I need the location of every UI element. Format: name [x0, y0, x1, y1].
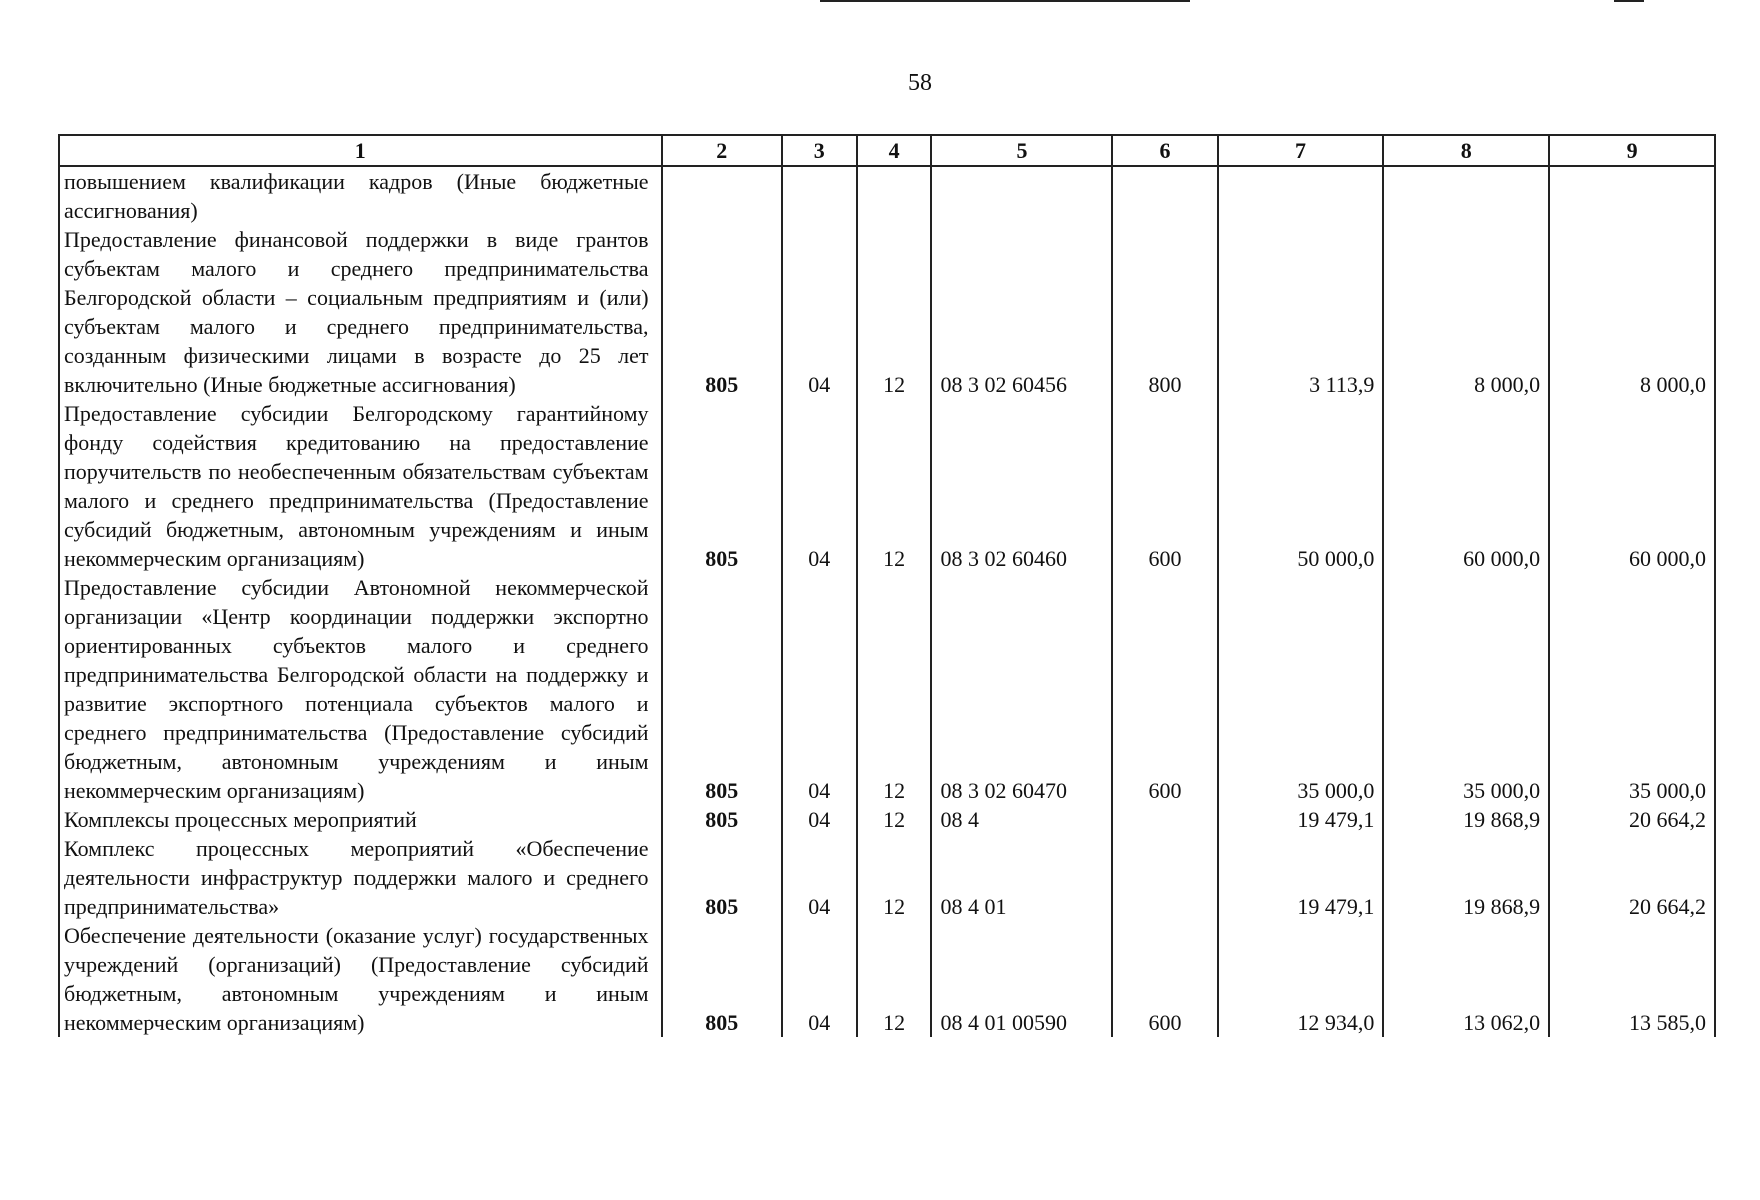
cell-ministry-code: 805: [662, 805, 782, 834]
cell-target-article: 08 4 01 00590: [931, 921, 1112, 1037]
cell-expense-type: [1112, 834, 1217, 921]
cell-expense-type: 800: [1112, 225, 1217, 399]
cell-ministry-code: 805: [662, 921, 782, 1037]
cell-amount-col9: 35 000,0: [1549, 573, 1715, 805]
cell-amount-col7: 12 934,0: [1218, 921, 1384, 1037]
row-description: Обеспечение деятельности (оказание услуг) государственных учреждений (организаций) (Предоставление субсидий бюджетным, автономным учреждениям и иным некоммерческим организациям): [59, 921, 662, 1037]
cell-section: 04: [782, 573, 857, 805]
table-row: [59, 921, 1715, 1037]
cell-subsection: 12: [857, 573, 932, 805]
cell-expense-type: [1112, 805, 1217, 834]
cell-expense-type: 600: [1112, 921, 1217, 1037]
header-col-5: 5: [931, 135, 1112, 166]
cell-subsection: 12: [857, 805, 932, 834]
table-row: [59, 805, 1715, 834]
budget-table: [58, 134, 1716, 1037]
header-col-9: 9: [1549, 135, 1715, 166]
cell-section: 04: [782, 834, 857, 921]
cell-expense-type: [1112, 166, 1217, 225]
cell-amount-col7: 19 479,1: [1218, 805, 1384, 834]
cell-section: 04: [782, 225, 857, 399]
header-col-4: 4: [857, 135, 932, 166]
row-description: Комплекс процессных мероприятий «Обеспечение деятельности инфраструктур поддержки малого и среднего предпринимательства»: [59, 834, 662, 921]
cell-subsection: 12: [857, 399, 932, 573]
table-row: [59, 834, 1715, 921]
cell-subsection: 12: [857, 921, 932, 1037]
cell-amount-col9: 20 664,2: [1549, 834, 1715, 921]
cell-amount-col7: 50 000,0: [1218, 399, 1384, 573]
header-col-7: 7: [1218, 135, 1384, 166]
cell-target-article: 08 3 02 60456: [931, 225, 1112, 399]
cell-amount-col8: 35 000,0: [1383, 573, 1549, 805]
row-description: Комплексы процессных мероприятий: [59, 805, 662, 834]
header-col-3: 3: [782, 135, 857, 166]
top-rule: [820, 0, 1190, 2]
cell-amount-col8: [1383, 166, 1549, 225]
cell-amount-col8: 19 868,9: [1383, 805, 1549, 834]
cell-amount-col7: 35 000,0: [1218, 573, 1384, 805]
cell-subsection: [857, 166, 932, 225]
row-description: Предоставление финансовой поддержки в виде грантов субъектам малого и среднего предпринимательства Белгородской области – социальным предприятиям и (или) субъектам малого и среднего предпринимательства, созданным физическими лицами в возрасте до 25 лет включительно (Иные бюджетные ассигнования): [59, 225, 662, 399]
header-col-2: 2: [662, 135, 782, 166]
cell-target-article: 08 4: [931, 805, 1112, 834]
cell-target-article: 08 3 02 60470: [931, 573, 1112, 805]
cell-subsection: 12: [857, 834, 932, 921]
cell-amount-col9: 60 000,0: [1549, 399, 1715, 573]
cell-amount-col8: 60 000,0: [1383, 399, 1549, 573]
cell-amount-col7: 19 479,1: [1218, 834, 1384, 921]
cell-section: [782, 166, 857, 225]
cell-subsection: 12: [857, 225, 932, 399]
cell-ministry-code: 805: [662, 573, 782, 805]
cell-amount-col7: 3 113,9: [1218, 225, 1384, 399]
row-description: Предоставление субсидии Белгородскому гарантийному фонду содействия кредитованию на предоставление поручительств по необеспеченным обязательствам субъектам малого и среднего предпринимательства (Предоставление субсидий бюджетным, автономным учреждениям и иным некоммерческим организациям): [59, 399, 662, 573]
cell-target-article: [931, 166, 1112, 225]
cell-ministry-code: 805: [662, 834, 782, 921]
cell-amount-col9: 8 000,0: [1549, 225, 1715, 399]
cell-amount-col8: 19 868,9: [1383, 834, 1549, 921]
cell-ministry-code: 805: [662, 399, 782, 573]
cell-amount-col9: 13 585,0: [1549, 921, 1715, 1037]
cell-target-article: 08 4 01: [931, 834, 1112, 921]
cell-amount-col8: 8 000,0: [1383, 225, 1549, 399]
row-description: повышением квалификации кадров (Иные бюджетные ассигнования): [59, 166, 662, 225]
table-row: [59, 399, 1715, 573]
row-description: Предоставление субсидии Автономной некоммерческой организации «Центр координации поддержки экспортно ориентированных субъектов малого и среднего предпринимательства Белгородской области на поддержку и развитие экспортного потенциала субъектов малого и среднего предпринимательства (Предоставление субсидий бюджетным, автономным учреждениям и иным некоммерческим организациям): [59, 573, 662, 805]
cell-amount-col9: 20 664,2: [1549, 805, 1715, 834]
cell-amount-col8: 13 062,0: [1383, 921, 1549, 1037]
table-row: [59, 225, 1715, 399]
cell-section: 04: [782, 921, 857, 1037]
header-col-8: 8: [1383, 135, 1549, 166]
table-row: [59, 166, 1715, 225]
page-number: 58: [908, 70, 932, 96]
cell-ministry-code: [662, 166, 782, 225]
header-col-6: 6: [1112, 135, 1217, 166]
cell-ministry-code: 805: [662, 225, 782, 399]
cell-target-article: 08 3 02 60460: [931, 399, 1112, 573]
cell-section: 04: [782, 805, 857, 834]
table-row: [59, 573, 1715, 805]
cell-expense-type: 600: [1112, 399, 1217, 573]
header-row: [59, 135, 1715, 166]
header-col-1: 1: [59, 135, 662, 166]
cell-section: 04: [782, 399, 857, 573]
cell-amount-col9: [1549, 166, 1715, 225]
cell-expense-type: 600: [1112, 573, 1217, 805]
cell-amount-col7: [1218, 166, 1384, 225]
top-rule-right: [1614, 0, 1644, 2]
